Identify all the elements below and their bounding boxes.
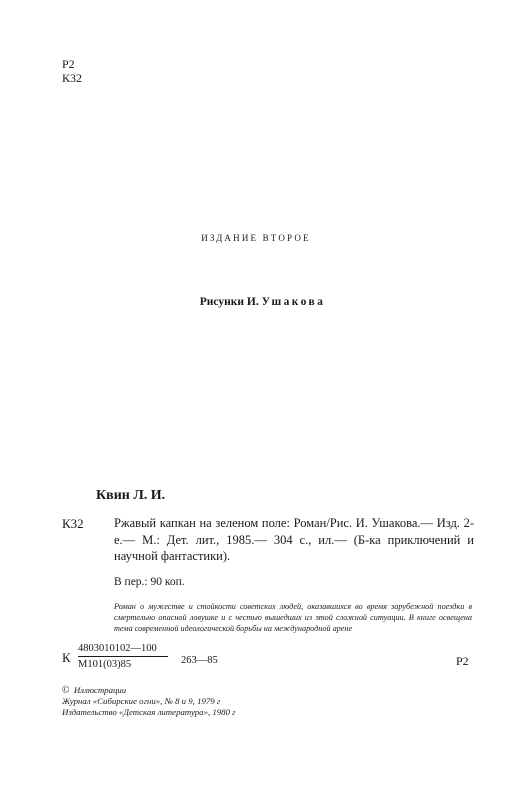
copyright-row — [62, 696, 236, 707]
copyright-line: Издательство «Детская литература», 1980 г — [62, 707, 236, 717]
edition-label: ИЗДАНИЕ ВТОРОЕ — [201, 233, 311, 243]
price-line: В пер.: 90 коп. — [114, 576, 185, 588]
illustrator-name: Ушакова — [261, 296, 326, 308]
illustrator-credit — [0, 296, 512, 308]
bibliographic-description: Ржавый капкан на зеленом поле: Роман/Рис. И. Ушакова.— Изд. 2-е.— М.: Дет. лит., 1985.— 304 с., ил.— (Б-ка приключений и научной фантастики). — [114, 516, 474, 563]
class-code-top: Р2 — [62, 57, 75, 71]
copyright-line: Иллюстрации — [73, 685, 127, 695]
copyright-symbol: © — [62, 685, 70, 696]
index-numerator: 4803010102—100 — [78, 643, 157, 654]
copyright-row — [62, 685, 236, 696]
illustrator-prefix: Рисунки И. — [199, 296, 259, 308]
copyright-line: Журнал «Сибирские огни», № 8 и 9, 1979 г — [62, 696, 221, 706]
index-code: 263—85 — [181, 655, 218, 666]
author-mark-top: К32 — [62, 71, 83, 85]
class-code-bottom: Р2 — [456, 654, 469, 668]
index-letter: К — [62, 650, 71, 665]
index-denominator: М101(03)85 — [78, 659, 132, 670]
annotation-text: Роман о мужестве и стойкости советских людей, оказавшихся во время зарубежной поездки в смертельно опасной ловушке и с честью вышедших из этой сложной ситуации. В книге освещена тема современной идеологической борьбы на международной арене — [114, 602, 472, 633]
copyright-row — [62, 707, 236, 718]
author-heading: Квин Л. И. — [96, 488, 166, 503]
copyright-block — [62, 685, 236, 718]
author-mark: К32 — [62, 516, 84, 531]
fraction-line — [78, 656, 168, 657]
